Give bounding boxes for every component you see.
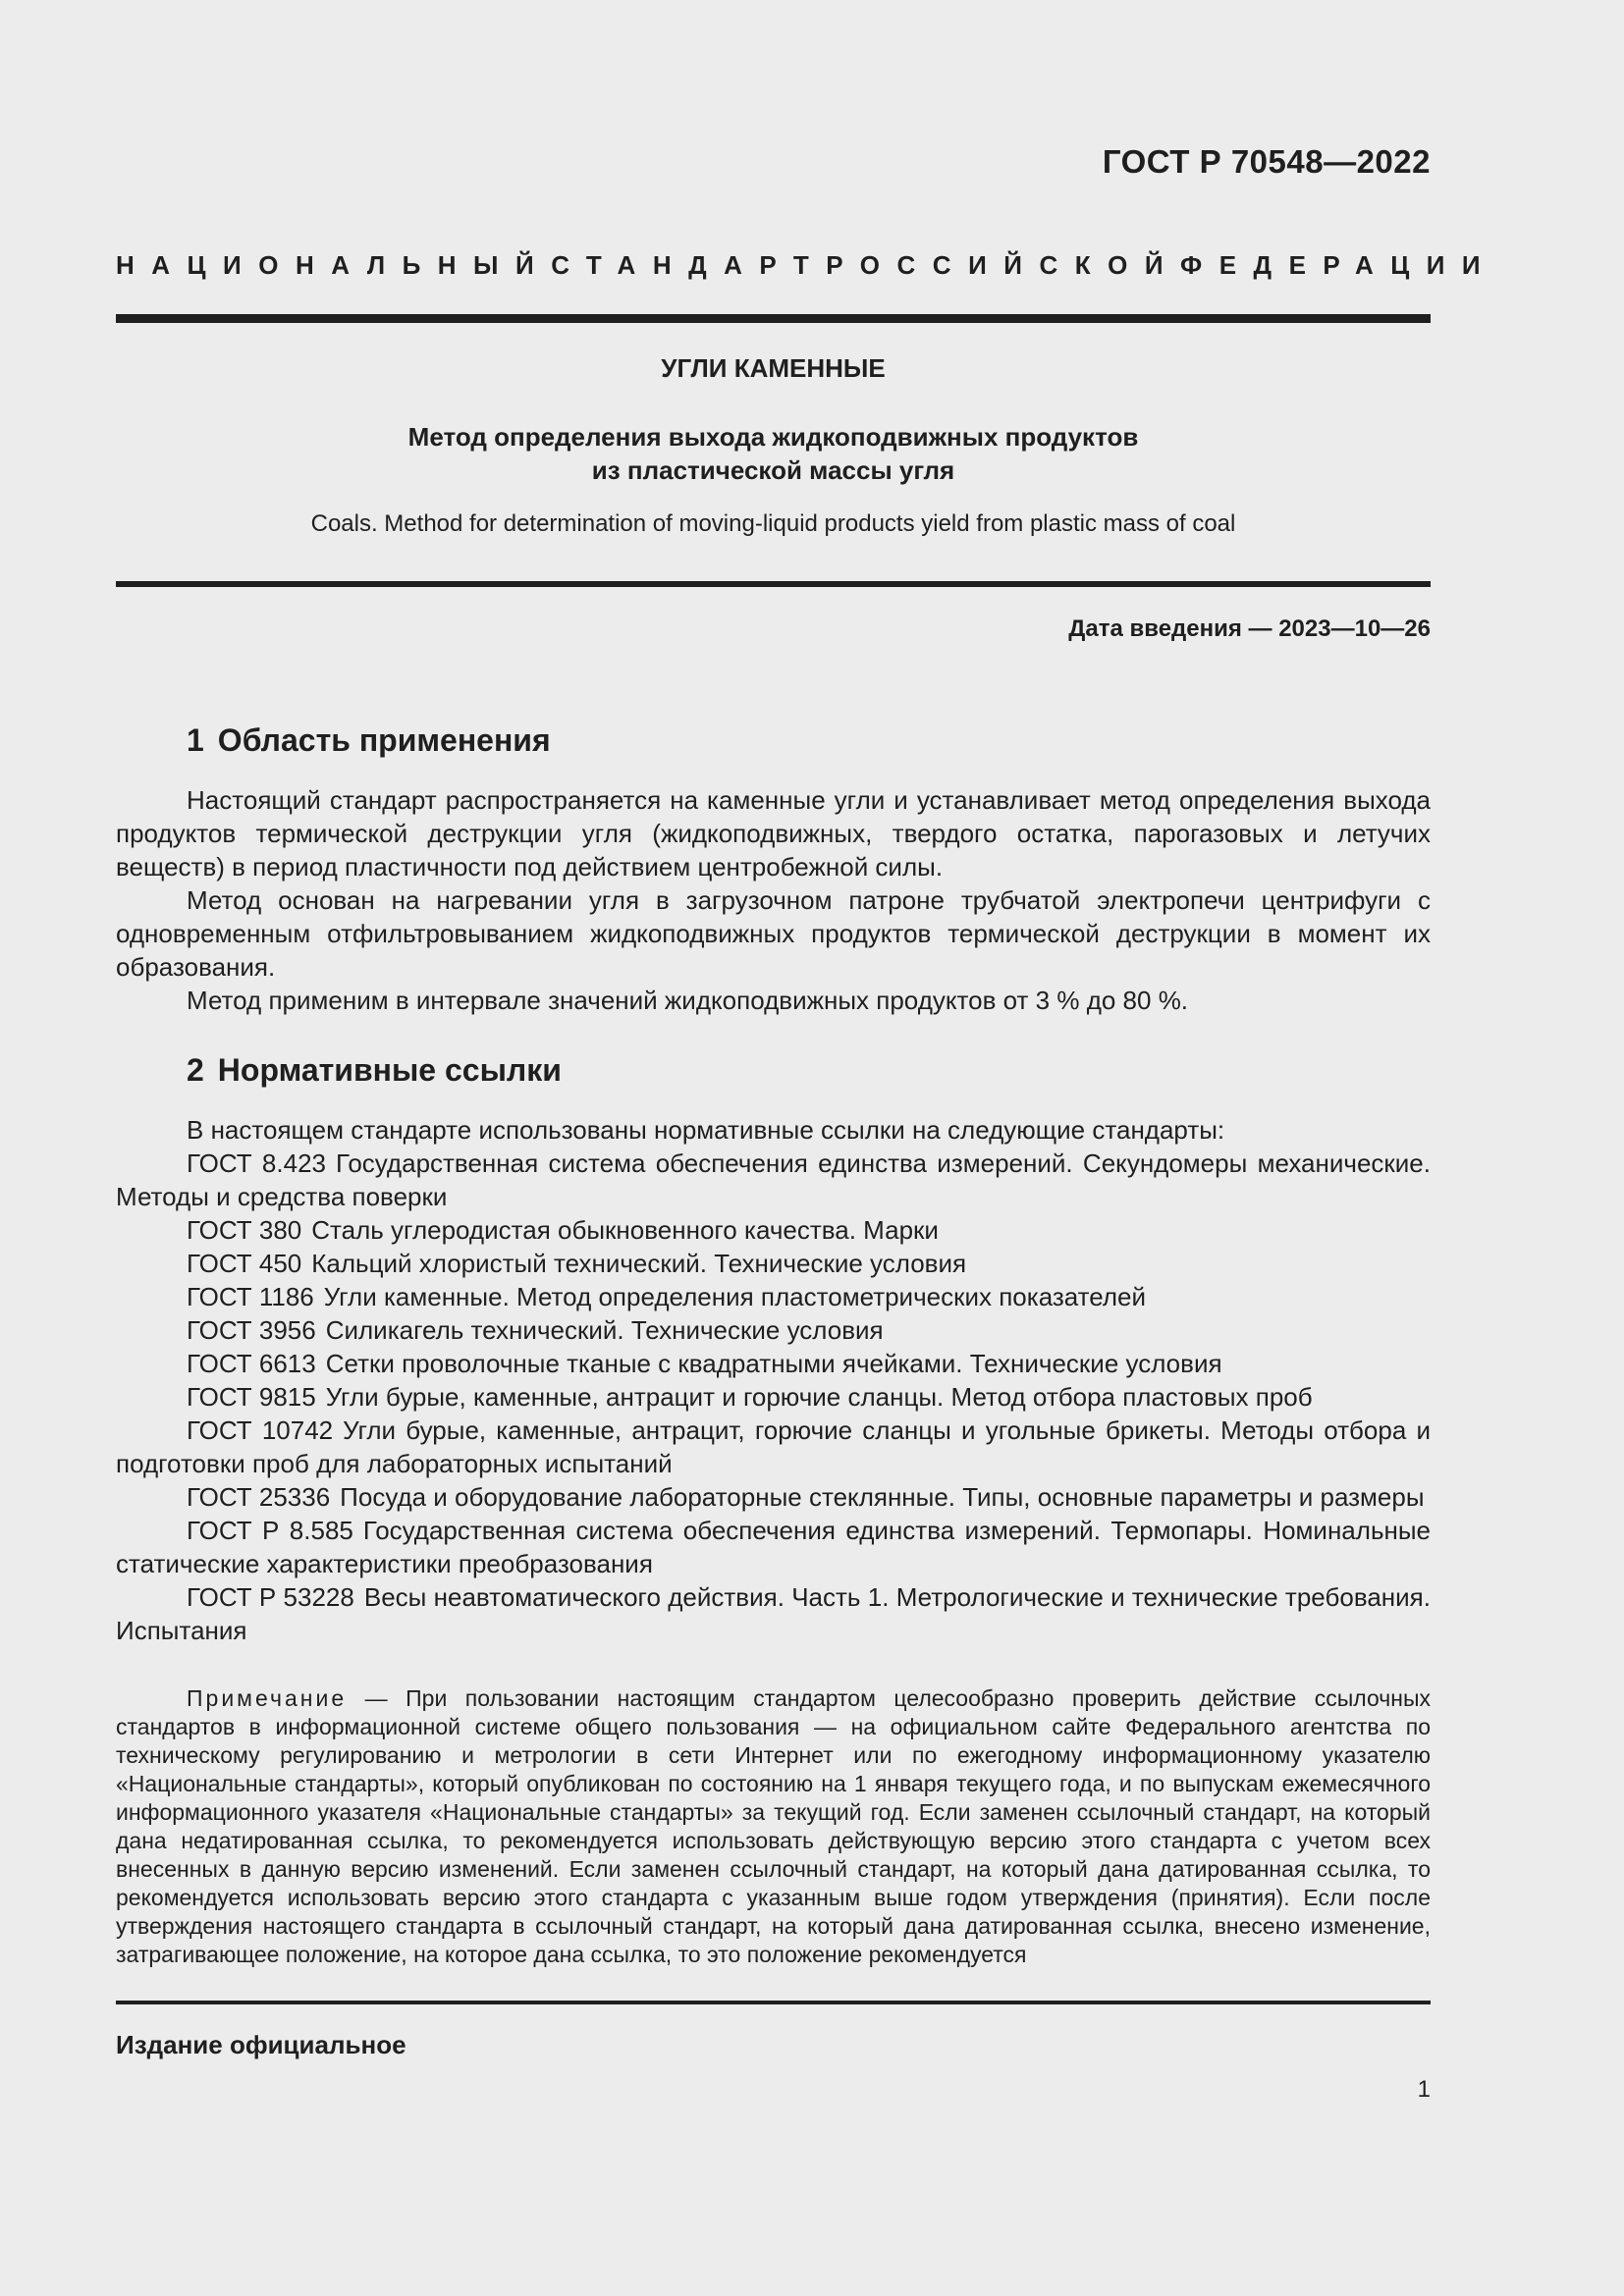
reference-title: Силикагель технический. Технические условия xyxy=(325,1315,884,1345)
reference-item xyxy=(116,1280,1431,1313)
document-title: УГЛИ КАМЕННЫЕ xyxy=(661,353,886,383)
note-text: — При пользовании настоящим стандартом целесообразно проверить действие ссылочных стандартов в информационной системе общего пользования — на официальном сайте Федерального агентства по техническому регулированию и метрологии в сети Интернет или по ежегодному информационному указателю «Национальные стандарты», который опубликован по состоянию на 1 января текущего года, и по выпускам ежемесячного информационного указателя «Национальные стандарты» за текущий год. Если заменен ссылочный стандарт, на который дана недатированная ссылка, то рекомендуется использовать действующую версию этого стандарта с учетом всех внесенных в данную версию изменений. Если заменен ссылочный стандарт, на который дана датированная ссылка, то рекомендуется использовать версию этого стандарта с указанным выше годом утверждения (принятия). Если после утверждения настоящего стандарта в ссылочный стандарт, на который дана датированная ссылка, внесено изменение, затрагивающее положение, на которое дана ссылка, то это положение рекомендуется xyxy=(116,1685,1431,1967)
reference-code: ГОСТ 3956 xyxy=(187,1315,316,1345)
reference-item xyxy=(116,1213,1431,1247)
reference-code: ГОСТ 8.423 xyxy=(187,1148,326,1178)
reference-item xyxy=(116,1147,1431,1213)
reference-title: Посуда и оборудование лабораторные стеклянные. Типы, основные параметры и размеры xyxy=(340,1482,1425,1512)
section-1-body xyxy=(116,783,1431,1017)
national-heading-word: НАЦИОНАЛЬНЫЙ xyxy=(116,250,552,280)
reference-title: Сетки проволочные тканые с квадратными ячейками. Технические условия xyxy=(325,1349,1222,1378)
reference-code: ГОСТ 1186 xyxy=(187,1282,314,1311)
reference-title: Государственная система обеспечения единства измерений. Секундомеры механические. Методы и средства поверки xyxy=(116,1148,1431,1211)
reference-code: ГОСТ 6613 xyxy=(187,1349,316,1378)
national-heading-word: ФЕДЕРАЦИИ xyxy=(1180,250,1498,280)
subtitle-line-2: из пластической массы угля xyxy=(591,455,955,485)
reference-title: Государственная система обеспечения единства измерений. Термопары. Номинальные статические характеристики преобразования xyxy=(116,1516,1431,1578)
reference-title: Угли бурые, каменные, антрацит и горючие сланцы. Метод отбора пластовых проб xyxy=(325,1382,1313,1412)
section-2-title: Нормативные ссылки xyxy=(217,1052,562,1088)
reference-item xyxy=(116,1347,1431,1380)
reference-item xyxy=(116,1247,1431,1280)
reference-code: ГОСТ Р 8.585 xyxy=(187,1516,353,1545)
references-list xyxy=(116,1147,1431,1647)
section-1-heading xyxy=(187,722,551,759)
reference-code: ГОСТ 9815 xyxy=(187,1382,316,1412)
reference-item xyxy=(116,1580,1431,1647)
reference-title: Сталь углеродистая обыкновенного качества. Марки xyxy=(311,1215,939,1245)
introduction-date: Дата введения — 2023—10—26 xyxy=(1068,615,1431,642)
reference-item xyxy=(116,1514,1431,1580)
section-1-paragraph: Метод основан на нагревании угля в загрузочном патроне трубчатой электропечи центрифуги с одновременным отфильтровыванием жидкоподвижных продуктов термической деструкции в момент их образования. xyxy=(116,885,1431,982)
title-rule xyxy=(116,581,1431,587)
edition-label: Издание официальное xyxy=(116,2030,406,2059)
references-intro: В настоящем стандарте использованы нормативные ссылки на следующие стандарты: xyxy=(187,1115,1225,1145)
national-heading-word: РОССИЙСКОЙ xyxy=(826,250,1181,280)
reference-item xyxy=(116,1480,1431,1514)
section-2-heading xyxy=(187,1052,562,1089)
reference-code: ГОСТ 25336 xyxy=(187,1482,331,1512)
document-id: ГОСТ Р 70548—2022 xyxy=(1102,143,1431,180)
reference-code: ГОСТ 10742 xyxy=(187,1415,334,1445)
document-subtitle xyxy=(116,420,1431,487)
reference-item xyxy=(116,1414,1431,1480)
section-1-number: 1 xyxy=(187,722,204,758)
reference-item xyxy=(116,1380,1431,1414)
reference-code: ГОСТ 380 xyxy=(187,1215,302,1245)
note-label: Примечание xyxy=(187,1685,348,1711)
reference-item xyxy=(116,1313,1431,1347)
section-1-paragraph: Метод применим в интервале значений жидкоподвижных продуктов от 3 % до 80 %. xyxy=(187,986,1189,1015)
section-2-body xyxy=(116,1113,1431,1647)
national-standard-heading xyxy=(116,250,1498,281)
footer-rule xyxy=(116,2001,1431,2004)
english-title: Coals. Method for determination of moving-liquid products yield from plastic mass of coal xyxy=(310,510,1236,537)
references-note xyxy=(116,1684,1431,1969)
reference-code: ГОСТ 450 xyxy=(187,1249,302,1278)
header-rule xyxy=(116,314,1431,323)
document-page xyxy=(116,0,1498,2296)
section-1-title: Область применения xyxy=(217,722,551,758)
reference-title: Угли каменные. Метод определения пластометрических показателей xyxy=(323,1282,1147,1311)
reference-code: ГОСТ Р 53228 xyxy=(187,1582,354,1612)
section-1-paragraph: Настоящий стандарт распространяется на каменные угли и устанавливает метод определения выхода продуктов термической деструкции угля (жидкоподвижных, твердого остатка, парогазовых и летучих веществ) в период пластичности под действием центробежной силы. xyxy=(116,785,1431,881)
page-number: 1 xyxy=(1417,2076,1431,2103)
subtitle-line-1: Метод определения выхода жидкоподвижных продуктов xyxy=(407,422,1139,452)
reference-title: Весы неавтоматического действия. Часть 1. Метрологические и технические требования. Испытания xyxy=(116,1582,1431,1645)
national-heading-word: СТАНДАРТ xyxy=(551,250,827,280)
section-2-number: 2 xyxy=(187,1052,204,1088)
reference-title: Кальций хлористый технический. Технические условия xyxy=(311,1249,967,1278)
reference-title: Угли бурые, каменные, антрацит, горючие сланцы и угольные брикеты. Методы отбора и подготовки проб для лабораторных испытаний xyxy=(116,1415,1431,1478)
